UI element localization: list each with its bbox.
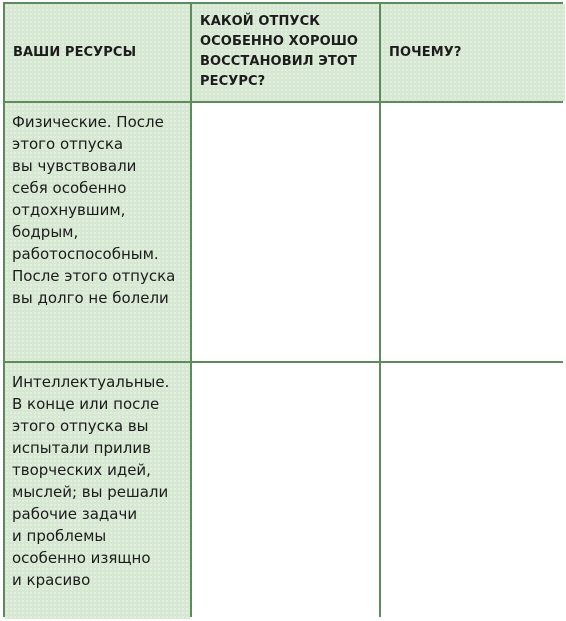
header-your-resources [5,4,190,101]
row-intellectual-vacation-cell[interactable] [192,363,379,619]
row-physical-resource-text: Физические. После этого отпуска вы чувствовали себя особенно отдохнувшим, бодрым, работоспособным. После этого отпуска вы долго не болели [12,113,176,307]
row-physical-why-cell[interactable] [381,103,565,361]
header-why-label: ПОЧЕМУ? [389,44,462,60]
row-intellectual-resource-text: Интеллектуальные. В конце или после этого отпуска вы испытали прилив творческих идей, мыслей; вы решали рабочие задачи и проблемы особенно изящно и красиво [12,373,170,589]
resources-table [3,2,563,617]
header-why [381,4,565,101]
row-intellectual-why-cell[interactable] [381,363,565,619]
header-which-vacation [192,4,379,101]
row-physical-resource [5,103,190,361]
header-your-resources-label: ВАШИ РЕСУРСЫ [13,44,137,60]
row-intellectual-resource [5,363,190,619]
header-which-vacation-label: КАКОЙ ОТПУСК ОСОБЕННО ХОРОШО ВОССТАНОВИЛ ЭТОТ РЕСУРС? [200,14,359,89]
row-physical-vacation-cell[interactable] [192,103,379,361]
